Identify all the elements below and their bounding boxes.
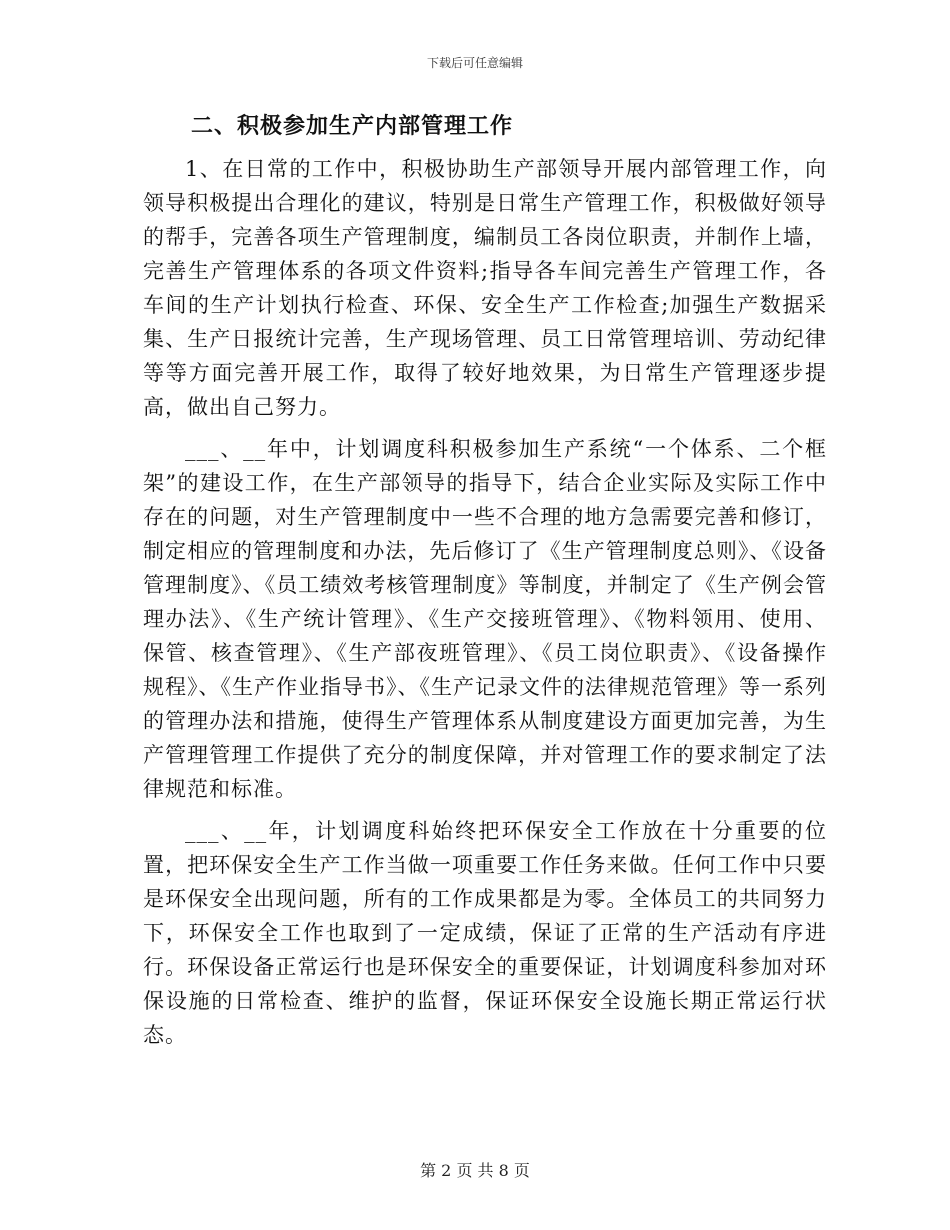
- document-body: [143, 108, 827, 1060]
- paragraph-2: ___、__年中，计划调度科积极参加生产系统“一个体系、二个框架”的建设工作，在生产部领导的指导下，结合企业实际及实际工作中存在的问题，对生产管理制度中一些不合理的地方急需要完善和修订，制定相应的管理制度和办法，先后修订了《生产管理制度总则》、《设备管理制度》、《员工绩效考核管理制度》等制度，并制定了《生产例会管理办法》、《生产统计管理》、《生产交接班管理》、《物料领用、使用、保管、核查管理》、《生产部夜班管理》、《员工岗位职责》、《设备操作规程》、《生产作业指导书》、《生产记录文件的法律规范管理》等一系列的管理办法和措施，使得生产管理体系从制度建设方面更加完善，为生产管理管理工作提供了充分的制度保障，并对管理工作的要求制定了法律规范和标准。: [143, 437, 827, 801]
- page-header-note: 下载后可任意编辑: [426, 56, 523, 70]
- page-number-footer: 第 2 页 共 8 页: [420, 1161, 530, 1180]
- paragraph-1: 1、在日常的工作中，积极协助生产部领导开展内部管理工作，向领导积极提出合理化的建议，特别是日常生产管理工作，积极做好领导的帮手，完善各项生产管理制度，编制员工各岗位职责，并制作上墙，完善生产管理体系的各项文件资料;指导各车间完善生产管理工作，各车间的生产计划执行检查、环保、安全生产工作检查;加强生产数据采集、生产日报统计完善，生产现场管理、员工日常管理培训、劳动纪律等等方面完善开展工作，取得了较好地效果，为日常生产管理逐步提高，做出自己努力。: [143, 157, 827, 419]
- section-heading: 二、积极参加生产内部管理工作: [191, 114, 514, 139]
- paragraph-3: ___、__年，计划调度科始终把环保安全工作放在十分重要的位置，把环保安全生产工作当做一项重要工作任务来做。任何工作中只要是环保安全出现问题，所有的工作成果都是为零。全体员工的共同努力下，环保安全工作也取到了一定成绩，保证了正常的生产活动有序进行。环保设备正常运行也是环保安全的重要保证，计划调度科参加对环保设施的日常检查、维护的监督，保证环保安全设施长期正常运行状态。: [143, 819, 827, 1047]
